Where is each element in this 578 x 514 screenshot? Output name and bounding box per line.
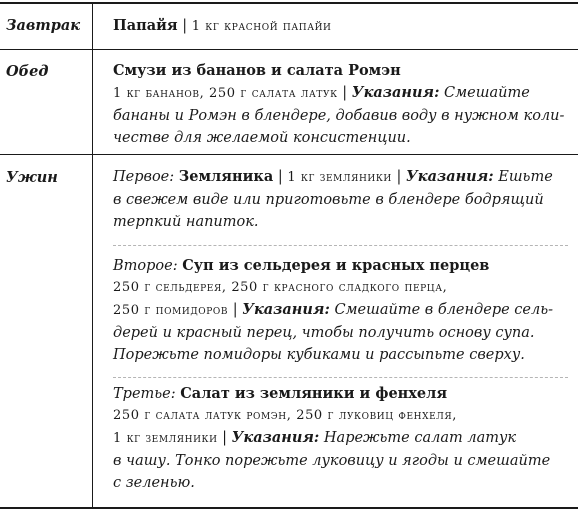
separator: |: [182, 18, 192, 34]
directions-text: в чашу. Тонко порежьте луковицу и ягоды и смешайте: [113, 453, 551, 469]
table-top-rule: [0, 2, 578, 4]
dinner-second-course: [113, 255, 568, 366]
dinner-third-course: [113, 383, 568, 494]
lunch-recipe: [113, 60, 568, 149]
separator: |: [396, 169, 406, 185]
directions-text: Ешьте: [498, 169, 553, 185]
separator: |: [277, 169, 288, 185]
recipe-ingredients: 1 кг красной папайи: [191, 19, 332, 34]
recipe-ingredients: 1 кг бананов, 250 г салата латук: [113, 86, 338, 101]
recipe-title: Смузи из бананов и салата Ромэн: [113, 62, 401, 79]
course-separator: [113, 377, 568, 378]
course-label: Первое:: [113, 169, 175, 185]
separator: |: [232, 302, 243, 318]
directions-text: бананы и Ромэн в блендере, добавив воду в нужном коли-: [113, 108, 565, 124]
directions-label: Указания:: [242, 301, 330, 318]
course-separator: [113, 245, 568, 246]
directions-label: Указания:: [231, 429, 320, 446]
recipe-ingredients: 250 г помидоров: [113, 303, 229, 318]
recipe-ingredients: 250 г сельдерея, 250 г красного сладкого перца,: [113, 280, 448, 295]
directions-text: Нарежьте салат латук: [323, 430, 517, 446]
meal-label-breakfast: Завтрак: [6, 17, 81, 34]
directions-label: Указания:: [405, 168, 494, 185]
recipe-title: Папайя: [113, 17, 178, 34]
directions-text: дерей и красный перец, чтобы получить основу супа.: [113, 325, 535, 341]
directions-text: честве для желаемой консистенции.: [113, 130, 411, 146]
meal-label-lunch: Обед: [6, 63, 49, 80]
recipe-ingredients: 1 кг земляники: [113, 431, 218, 446]
directions-label: Указания:: [351, 84, 440, 101]
directions-text: Смешайте: [444, 85, 530, 101]
directions-text: Порежьте помидоры кубиками и рассыпьте сверху.: [113, 347, 525, 363]
recipe-title: Салат из земляники и фенхеля: [180, 385, 448, 402]
meal-label-dinner: Ужин: [6, 169, 58, 186]
table-bottom-rule: [0, 507, 578, 509]
course-label: Второе:: [113, 258, 178, 274]
separator: |: [342, 85, 352, 101]
directions-text: в свежем виде или приготовьте в блендере бодрящий: [113, 192, 544, 208]
separator: |: [222, 430, 232, 446]
directions-text: терпкий напиток.: [113, 214, 259, 230]
row-divider: [0, 154, 578, 155]
course-label: Третье:: [113, 386, 176, 402]
recipe-ingredients: 250 г салата латук ромэн, 250 г луковиц фенхеля,: [113, 408, 458, 423]
directions-text: Смешайте в блендере сель-: [334, 302, 554, 318]
recipe-title: Земляника: [178, 168, 274, 185]
dinner-first-course: [113, 166, 568, 233]
recipe-ingredients: 1 кг земляники: [287, 170, 392, 185]
directions-text: с зеленью.: [113, 475, 195, 491]
breakfast-recipe: [113, 15, 568, 38]
column-divider: [92, 4, 93, 507]
recipe-title: Суп из сельдерея и красных перцев: [182, 257, 490, 274]
row-divider: [0, 49, 578, 50]
